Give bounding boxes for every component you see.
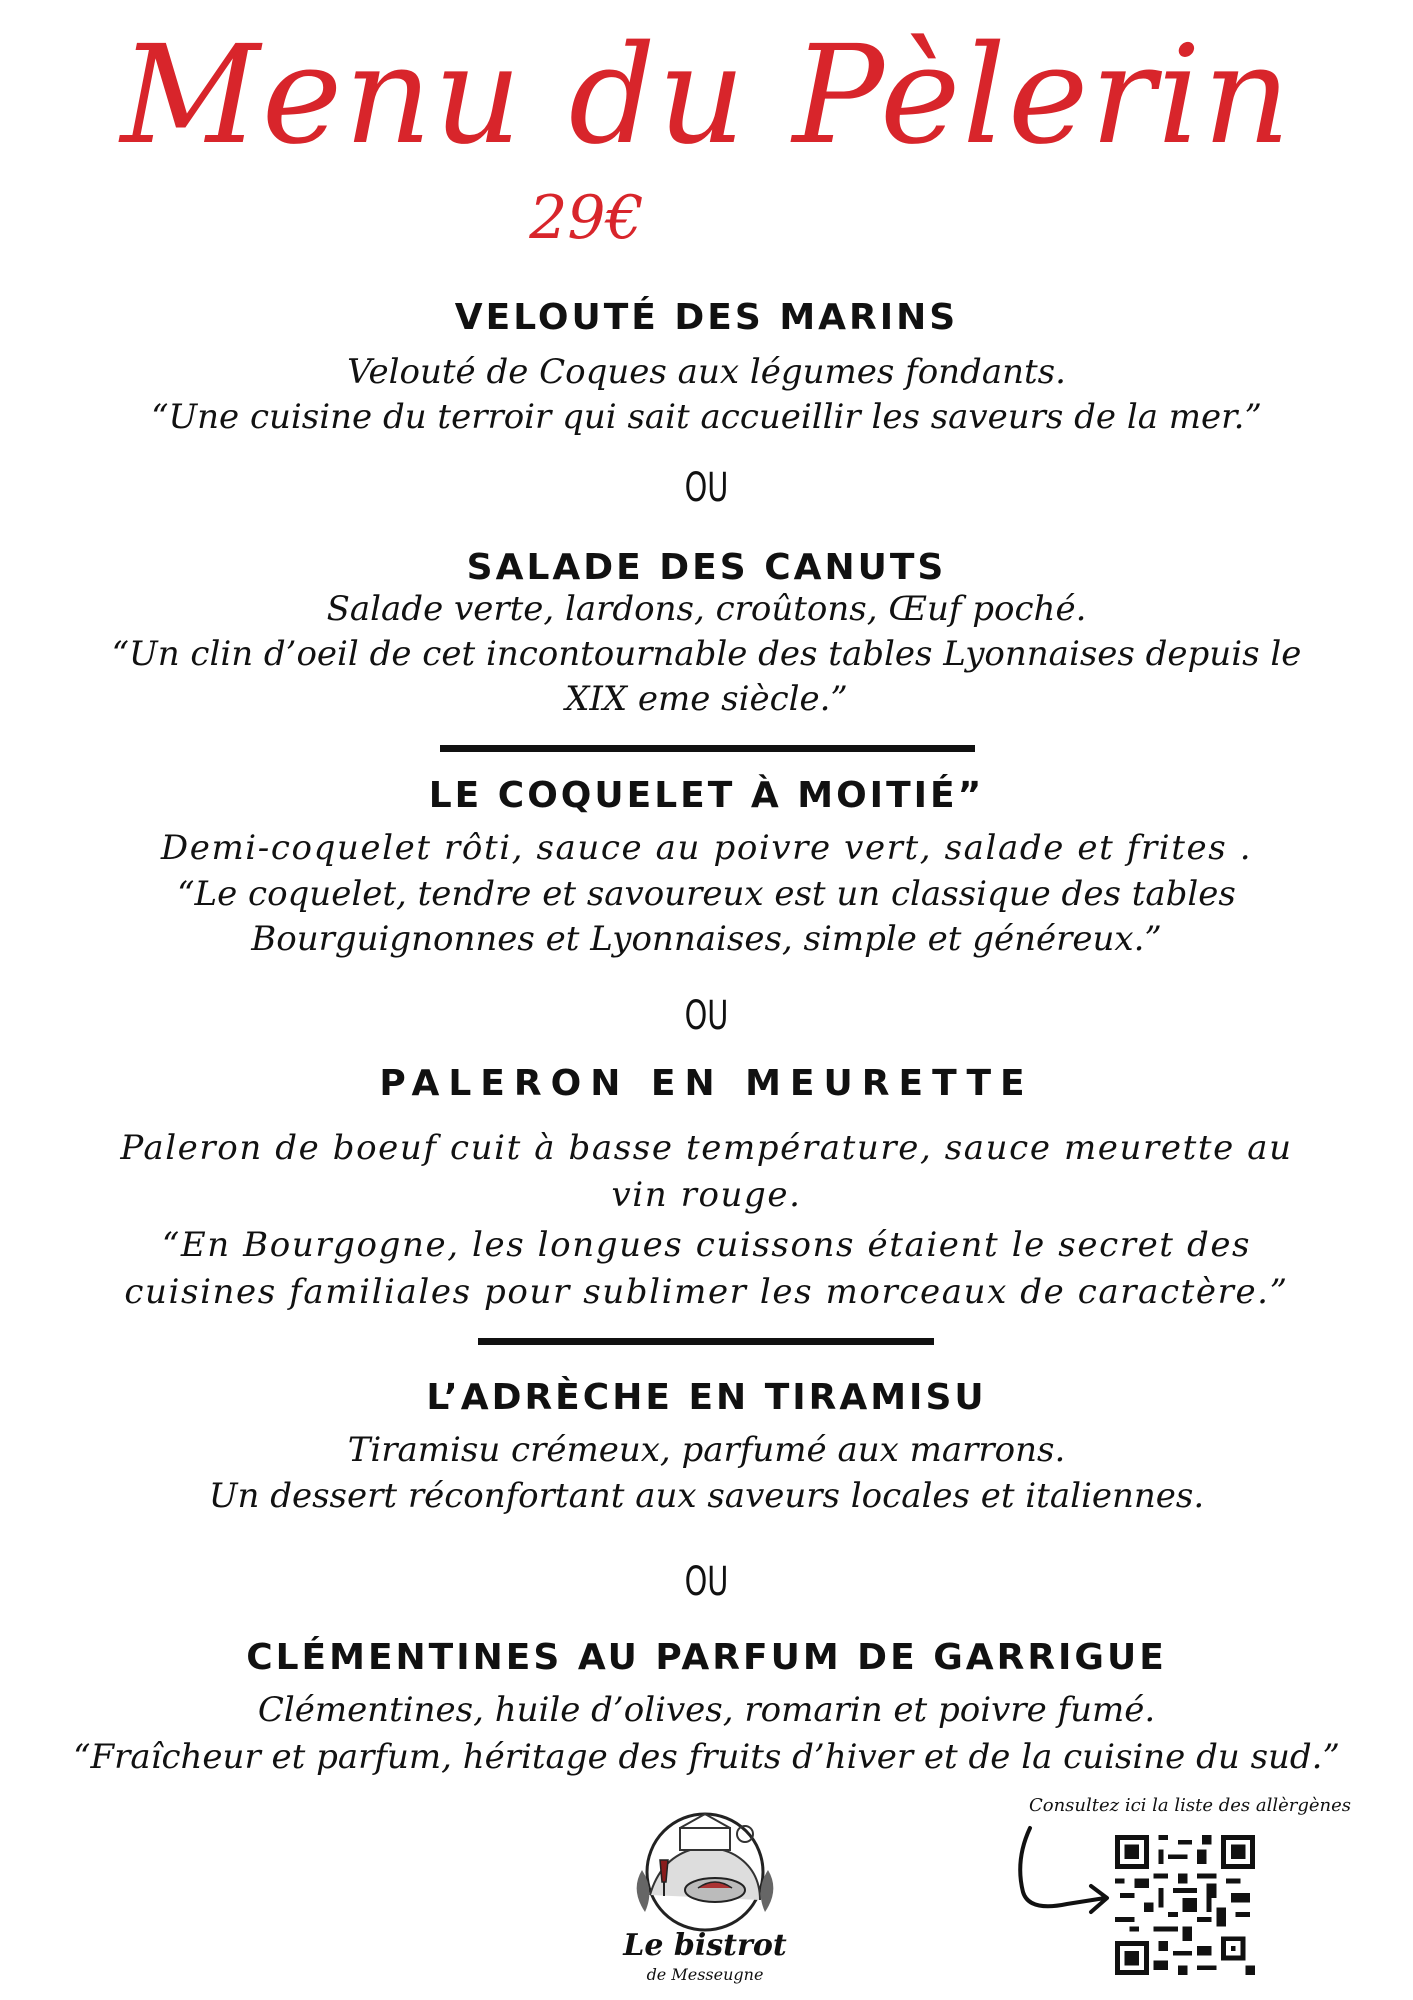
bistrot-logo <box>620 1800 790 1995</box>
allergen-note: Consultez ici la liste des allèrgènes <box>1028 1795 1352 1816</box>
dish-description: Demi-coquelet rôti, sauce au poivre vert, salade et frites . <box>160 828 1253 868</box>
dish-quote: cuisines familiales pour sublimer les morceaux de caractère.” <box>124 1272 1289 1312</box>
logo-name: Le bistrot <box>623 1928 787 1963</box>
dish-description: Salade verte, lardons, croûtons, Œuf poché. <box>326 589 1087 629</box>
dish-quote: “Le coquelet, tendre et savoureux est un classique des tables <box>177 874 1236 914</box>
dish-name: PALERON EN MEURETTE <box>379 1063 1034 1104</box>
dish-description: Velouté de Coques aux légumes fondants. <box>347 352 1066 392</box>
qr-code-icon[interactable] <box>1115 1835 1255 1975</box>
dish-name: SALADE DES CANUTS <box>466 547 947 588</box>
dish-quote: Bourguignonnes et Lyonnaises, simple et généreux.” <box>251 919 1162 959</box>
dish-quote: “Fraîcheur et parfum, héritage des fruits d’hiver et de la cuisine du sud.” <box>73 1737 1340 1777</box>
dish-quote: XIX eme siècle.” <box>565 679 848 719</box>
dish-description: vin rouge. <box>611 1175 802 1215</box>
section-divider <box>478 1338 934 1345</box>
dish-description: Tiramisu crémeux, parfumé aux marrons. <box>347 1430 1066 1470</box>
or-separator: OU <box>684 465 729 511</box>
menu-title: Menu du Pèlerin <box>120 17 1293 175</box>
dish-quote: “Un clin d’oeil de cet incontournable des tables Lyonnaises depuis le <box>111 634 1302 674</box>
or-separator: OU <box>684 1559 729 1605</box>
dish-quote: Un dessert réconfortant aux saveurs locales et italiennes. <box>208 1476 1205 1516</box>
dish-name: VELOUTÉ DES MARINS <box>454 297 959 338</box>
or-separator: OU <box>684 993 729 1039</box>
dish-name: L’ADRÈCHE EN TIRAMISU <box>426 1377 987 1418</box>
dish-name: CLÉMENTINES AU PARFUM DE GARRIGUE <box>246 1637 1167 1678</box>
section-divider <box>440 745 975 752</box>
bistrot-logo-illustration-icon <box>620 1800 790 1935</box>
dish-description: Clémentines, huile d’olives, romarin et poivre fumé. <box>257 1690 1156 1730</box>
dish-quote: “Une cuisine du terroir qui sait accueillir les saveurs de la mer.” <box>151 397 1262 437</box>
curved-arrow-icon <box>1005 1820 1115 1930</box>
menu-price: 29€ <box>529 183 644 253</box>
dish-description: Paleron de boeuf cuit à basse température, sauce meurette au <box>120 1128 1293 1168</box>
logo-subtitle: de Messeugne <box>646 1965 764 1984</box>
dish-name: LE COQUELET À MOITIÉ” <box>428 775 985 816</box>
dish-quote: “En Bourgogne, les longues cuissons étaient le secret des <box>161 1225 1252 1265</box>
